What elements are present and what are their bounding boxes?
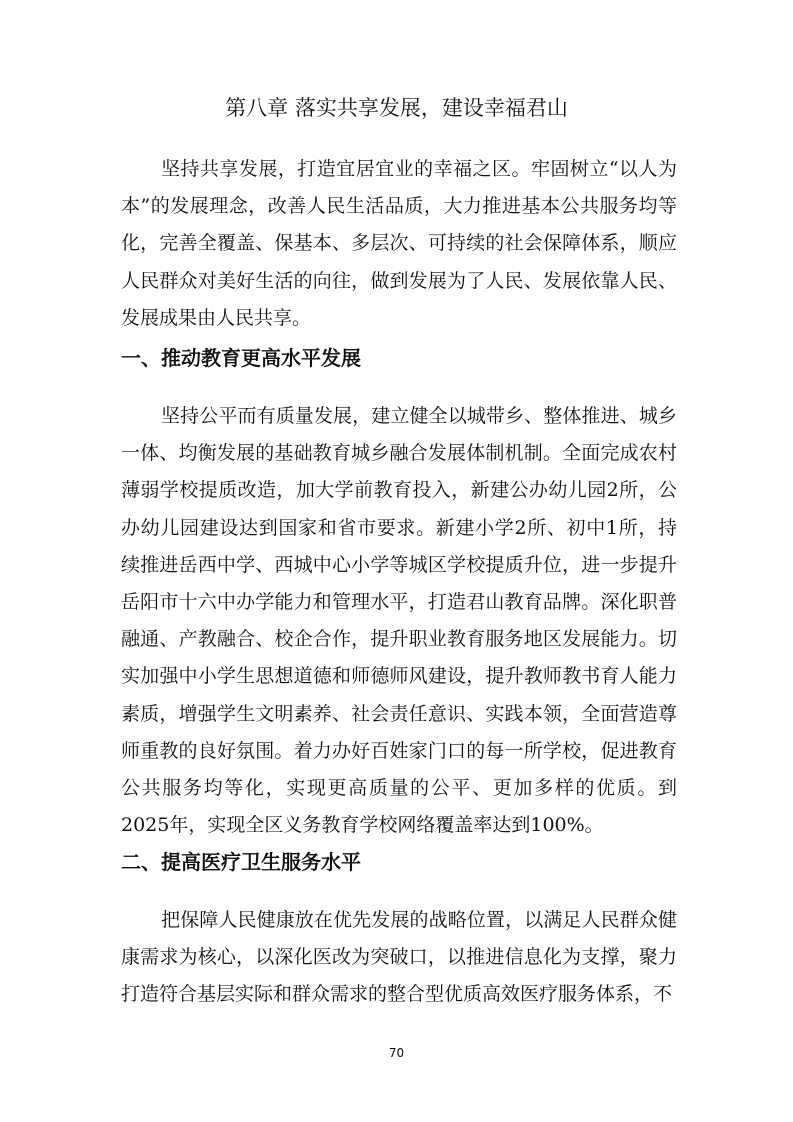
section-heading-healthcare: 二、提高医疗卫生服务水平: [121, 850, 361, 874]
chapter-title: 第八章 落实共享发展，建设幸福君山: [225, 96, 568, 120]
section-body-education: 坚持公平而有质量发展，建立健全以城带乡、整体推进、城乡一体、均衡发展的基础教育城乡融合发展体制机制。全面完成农村薄弱学校提质改造，加大学前教育投入，新建公办幼儿园2所，公办幼儿园建设达到国家和省市要求。新建小学2所、初中1所，持续推进岳西中学、西城中心小学等城区学校提质升位，进一步提升岳阳市十六中办学能力和管理水平，打造君山教育品牌。深化职普融通、产教融合、校企合作，提升职业教育服务地区发展能力。切实加强中小学生思想道德和师德师风建设，提升教师教书育人能力素质，增强学生文明素养、社会责任意识、实践本领，全面营造尊师重教的良好氛围。着力办好百姓家门口的每一所学校，促进教育公共服务均等化，实现更高质量的公平、更加多样的优质。到2025年，实现全区义务教育学校网络覆盖率达到100%。: [121, 405, 677, 837]
section-heading-education: 一、推动教育更高水平发展: [121, 346, 361, 370]
page-number: 70: [388, 1046, 405, 1060]
section-body-healthcare: 把保障人民健康放在优先发展的战略位置，以满足人民群众健康需求为核心，以深化医改为突破口，以推进信息化为支撑，聚力打造符合基层实际和群众需求的整合型优质高效医疗服务体系，不: [121, 909, 677, 1006]
intro-paragraph: 坚持共享发展，打造宜居宜业的幸福之区。牢固树立“以人为本”的发展理念，改善人民生活品质，大力推进基本公共服务均等化，完善全覆盖、保基本、多层次、可持续的社会保障体系，顺应人民群众对美好生活的向往，做到发展为了人民、发展依靠人民、发展成果由人民共享。: [121, 158, 677, 329]
